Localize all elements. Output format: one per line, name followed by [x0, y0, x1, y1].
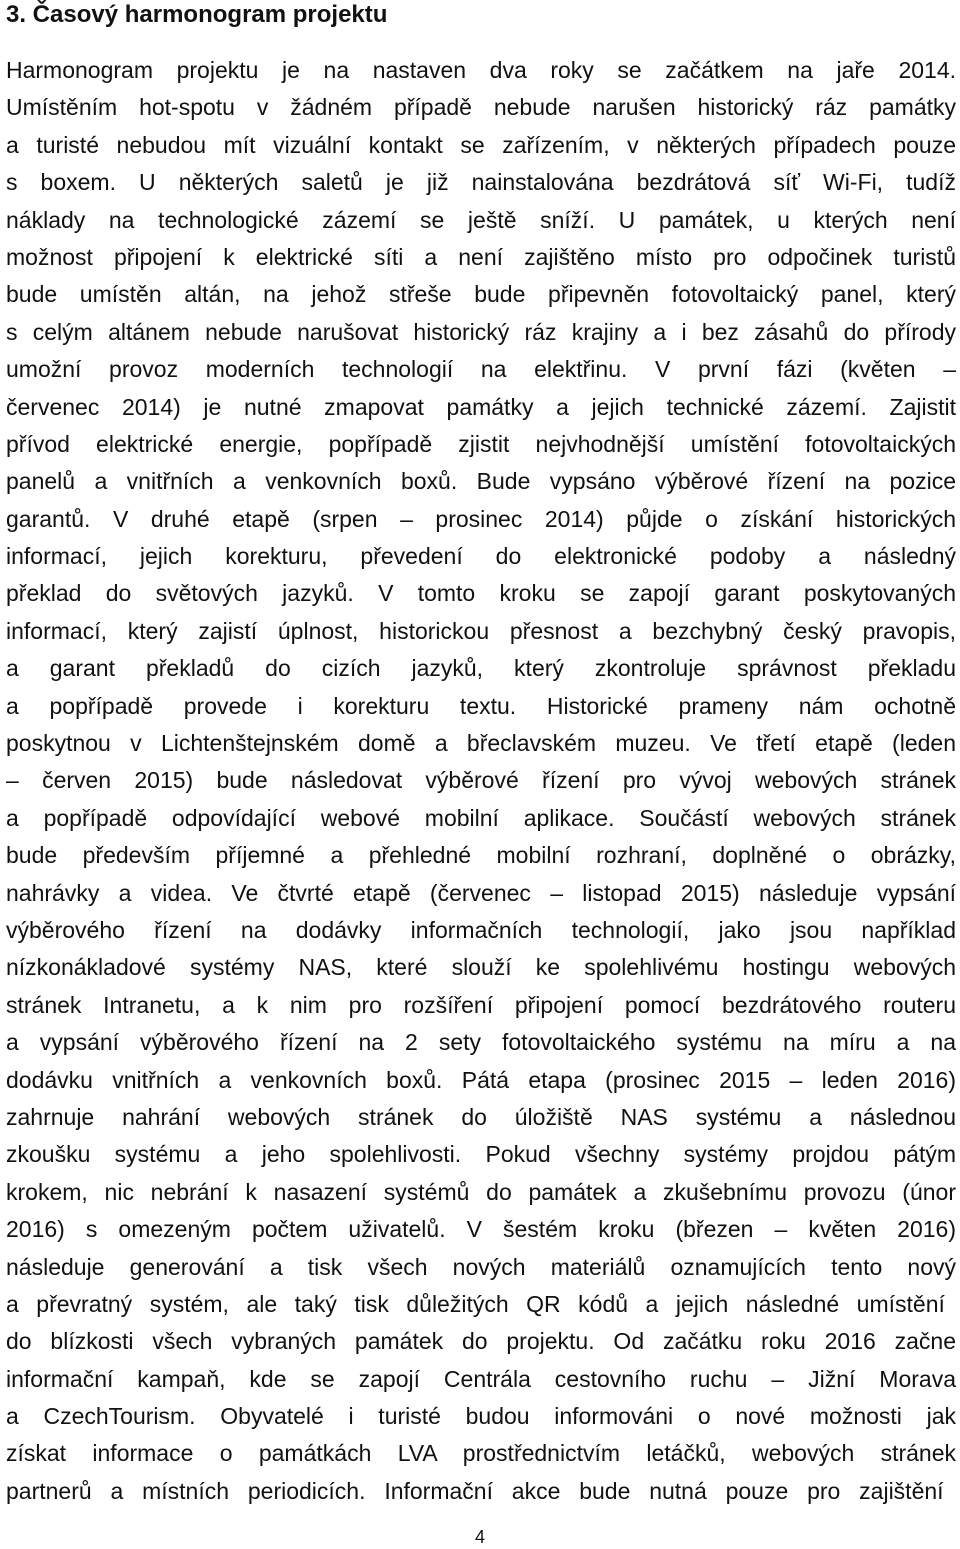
paragraph-line: následuje generování a tisk všech nových materiálů oznamujících tento nový	[6, 1253, 956, 1280]
paragraph-line: zahrnuje nahrání webových stránek do úložiště NAS systému a následnou	[6, 1103, 956, 1130]
paragraph-line: umožní provoz moderních technologií na elektřinu. V první fázi (květen –	[6, 356, 956, 383]
paragraph-line: Umístěním hot-spotu v žádném případě nebude narušen historický ráz památky	[6, 94, 956, 121]
paragraph-line: 2016) s omezeným počtem uživatelů. V šestém kroku (březen – květen 2016)	[6, 1216, 956, 1243]
paragraph-line: informační kampaň, kde se zapojí Centrála cestovního ruchu – Jižní Morava	[6, 1365, 956, 1392]
paragraph-line: dodávku vnitřních a venkovních boxů. Pátá etapa (prosinec 2015 – leden 2016)	[6, 1066, 956, 1093]
paragraph-line: a garant překladů do cizích jazyků, který zkontroluje správnost překladu	[6, 655, 956, 682]
paragraph-line: přívod elektrické energie, popřípadě zjistit nejvhodnější umístění fotovoltaických	[6, 430, 956, 457]
paragraph-line: Harmonogram projektu je na nastaven dva roky se začátkem na jaře 2014.	[6, 57, 956, 83]
paragraph-line: stránek Intranetu, a k nim pro rozšíření připojení pomocí bezdrátového routeru	[6, 991, 956, 1018]
paragraph-line: získat informace o památkách LVA prostřednictvím letáčků, webových stránek	[6, 1440, 956, 1467]
paragraph-line: bude především příjemné a přehledné mobilní rozhraní, doplněné o obrázky,	[6, 842, 956, 869]
paragraph-line: a popřípadě provede i korekturu textu. Historické prameny nám ochotně	[6, 692, 956, 719]
paragraph-line: a převratný systém, ale taký tisk důležitých QR kódů a jejich následné umístění	[6, 1290, 945, 1317]
paragraph-line: poskytnou v Lichtenštejnském domě a břeclavském muzeu. Ve třetí etapě (leden	[6, 730, 956, 757]
paragraph-line: zkoušku systému a jeho spolehlivosti. Pokud všechny systémy projdou pátým	[6, 1141, 956, 1168]
paragraph-line: výběrového řízení na dodávky informačních technologií, jako jsou například	[6, 916, 956, 943]
paragraph-line: a CzechTourism. Obyvatelé i turisté budou informováni o nové možnosti jak	[6, 1403, 956, 1430]
paragraph-line: informací, jejich korekturu, převedení do elektronické podoby a následný	[6, 543, 956, 570]
paragraph-line: do blízkosti všech vybraných památek do projektu. Od začátku roku 2016 začne	[6, 1328, 956, 1355]
paragraph-line: partnerů a místních periodicích. Informační akce bude nutná pouze pro zajištění	[6, 1477, 944, 1504]
paragraph-line: červenec 2014) je nutné zmapovat památky a jejich technické zázemí. Zajistit	[6, 393, 956, 420]
paragraph-line: a turisté nebudou mít vizuální kontakt se zařízením, v některých případech pouze	[6, 131, 956, 158]
section-heading: 3. Časový harmonogram projektu	[6, 1, 388, 28]
paragraph-line: garantů. V druhé etapě (srpen – prosinec 2014) půjde o získání historických	[6, 505, 956, 532]
paragraph-line: náklady na technologické zázemí se ještě sníží. U památek, u kterých není	[6, 206, 956, 233]
paragraph-line: a vypsání výběrového řízení na 2 sety fotovoltaického systému na míru a na	[6, 1029, 956, 1056]
paragraph-line: s boxem. U některých saletů je již nainstalována bezdrátová síť Wi-Fi, tudíž	[6, 169, 956, 196]
body-paragraph	[6, 52, 956, 1510]
paragraph-line: – červen 2015) bude následovat výběrové řízení pro vývoj webových stránek	[6, 767, 956, 794]
paragraph-line: nízkonákladové systémy NAS, které slouží ke spolehlivému hostingu webových	[6, 954, 956, 981]
paragraph-line: s celým altánem nebude narušovat historický ráz krajiny a i bez zásahů do přírody	[6, 318, 956, 345]
page-number: 4	[474, 1527, 485, 1547]
paragraph-line: bude umístěn altán, na jehož střeše bude připevněn fotovoltaický panel, který	[6, 281, 956, 308]
paragraph-line: překlad do světových jazyků. V tomto kroku se zapojí garant poskytovaných	[6, 580, 956, 607]
paragraph-line: možnost připojení k elektrické síti a není zajištěno místo pro odpočinek turistů	[6, 243, 956, 270]
paragraph-line: informací, který zajistí úplnost, historickou přesnost a bezchybný český pravopis,	[6, 617, 956, 644]
paragraph-line: panelů a vnitřních a venkovních boxů. Bude vypsáno výběrové řízení na pozice	[6, 468, 956, 495]
paragraph-line: a popřípadě odpovídající webové mobilní aplikace. Součástí webových stránek	[6, 804, 956, 831]
paragraph-line: nahrávky a videa. Ve čtvrté etapě (červenec – listopad 2015) následuje vypsání	[6, 879, 956, 906]
paragraph-line: krokem, nic nebrání k nasazení systémů do památek a zkušebnímu provozu (únor	[6, 1178, 956, 1205]
